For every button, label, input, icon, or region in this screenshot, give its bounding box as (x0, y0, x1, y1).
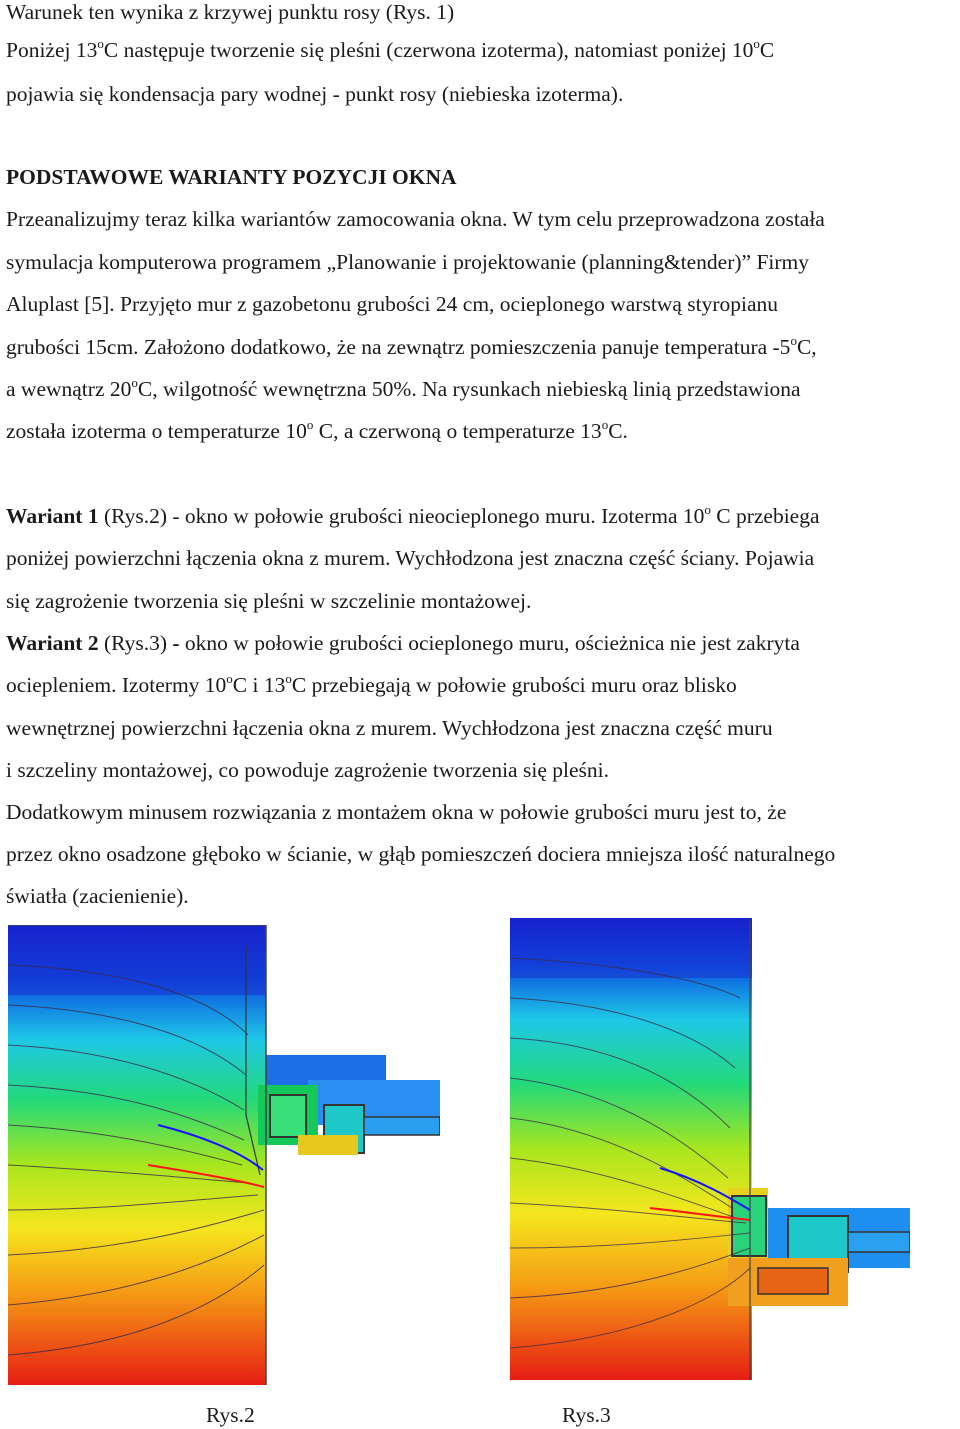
figure-caption-rys2: Rys.2 (206, 1403, 255, 1427)
variant2-line: przez okno osadzone głęboko w ścianie, w głąb pomieszczeń dociera mniejsza ilość naturalnego (6, 842, 836, 866)
variant2-line: i szczeliny montażowej, co powoduje zagrożenie tworzenia się pleśni. (6, 758, 609, 782)
variant1-line: poniżej powierzchni łączenia okna z murem. Wychłodzona jest znaczna część ściany. Pojawia (6, 546, 815, 570)
isotherm-lines-rys3 (510, 918, 752, 1380)
intro-line-3: pojawia się kondensacja pary wodnej - punkt rosy (niebieska izoterma). (6, 82, 624, 106)
figure-caption-rys3: Rys.3 (562, 1403, 611, 1427)
variant2-line: światła (zacienienie). (6, 884, 189, 908)
paragraph-line: grubości 15cm. Założono dodatkowo, że na zewnątrz pomieszczenia panuje temperatura -5$^o$C, (6, 333, 817, 359)
paragraph-line: a wewnątrz 20$^o$C, wilgotność wewnętrzna 50%. Na rysunkach niebieską linią przedstawiona (6, 375, 801, 401)
section-heading: PODSTAWOWE WARIANTY POZYCJI OKNA (6, 165, 457, 189)
variant1-title: Wariant 1 (6, 504, 99, 528)
variant2-line: Dodatkowym minusem rozwiązania z montażem okna w połowie grubości muru jest to, że (6, 800, 787, 824)
intro-line-2: Poniżej 13$^o$C następuje tworzenie się pleśni (czerwona izoterma), natomiast poniżej 10$^o$C (6, 36, 775, 62)
paragraph-line: Aluplast [5]. Przyjęto mur z gazobetonu grubości 24 cm, ocieplonego warstwą styropianu (6, 292, 779, 316)
variant2-line: wewnętrznej powierzchni łączenia okna z murem. Wychłodzona jest znaczna część muru (6, 716, 773, 740)
paragraph-line: została izoterma o temperaturze 10$^o$ C, a czerwoną o temperaturze 13$^o$C. (6, 417, 628, 443)
window-frame-rys3 (728, 1188, 910, 1306)
variant1-line: Wariant 1 (Rys.2) - okno w połowie grubości nieocieplonego muru. Izoterma 10$^o$ C przebiega (6, 502, 820, 528)
intro-line-1: Warunek ten wynika z krzywej punktu rosy (Rys. 1) (6, 0, 455, 24)
variant2-line: ociepleniem. Izotermy 10$^o$C i 13$^o$C przebiegają w połowie grubości muru oraz blisko (6, 671, 737, 697)
thermal-simulation-image-rys2 (8, 925, 440, 1385)
paragraph-line: Przeanalizujmy teraz kilka wariantów zamocowania okna. W tym celu przeprowadzona została (6, 207, 825, 231)
variant2-line: Wariant 2 (Rys.3) - okno w połowie grubości ocieplonego muru, ościeżnica nie jest zakryta (6, 631, 800, 655)
variant2-title: Wariant 2 (6, 631, 99, 655)
paragraph-line: symulacja komputerowa programem „Planowanie i projektowanie (planning&tender)” Firmy (6, 250, 810, 274)
variant1-line: się zagrożenie tworzenia się pleśni w szczelinie montażowej. (6, 589, 532, 613)
